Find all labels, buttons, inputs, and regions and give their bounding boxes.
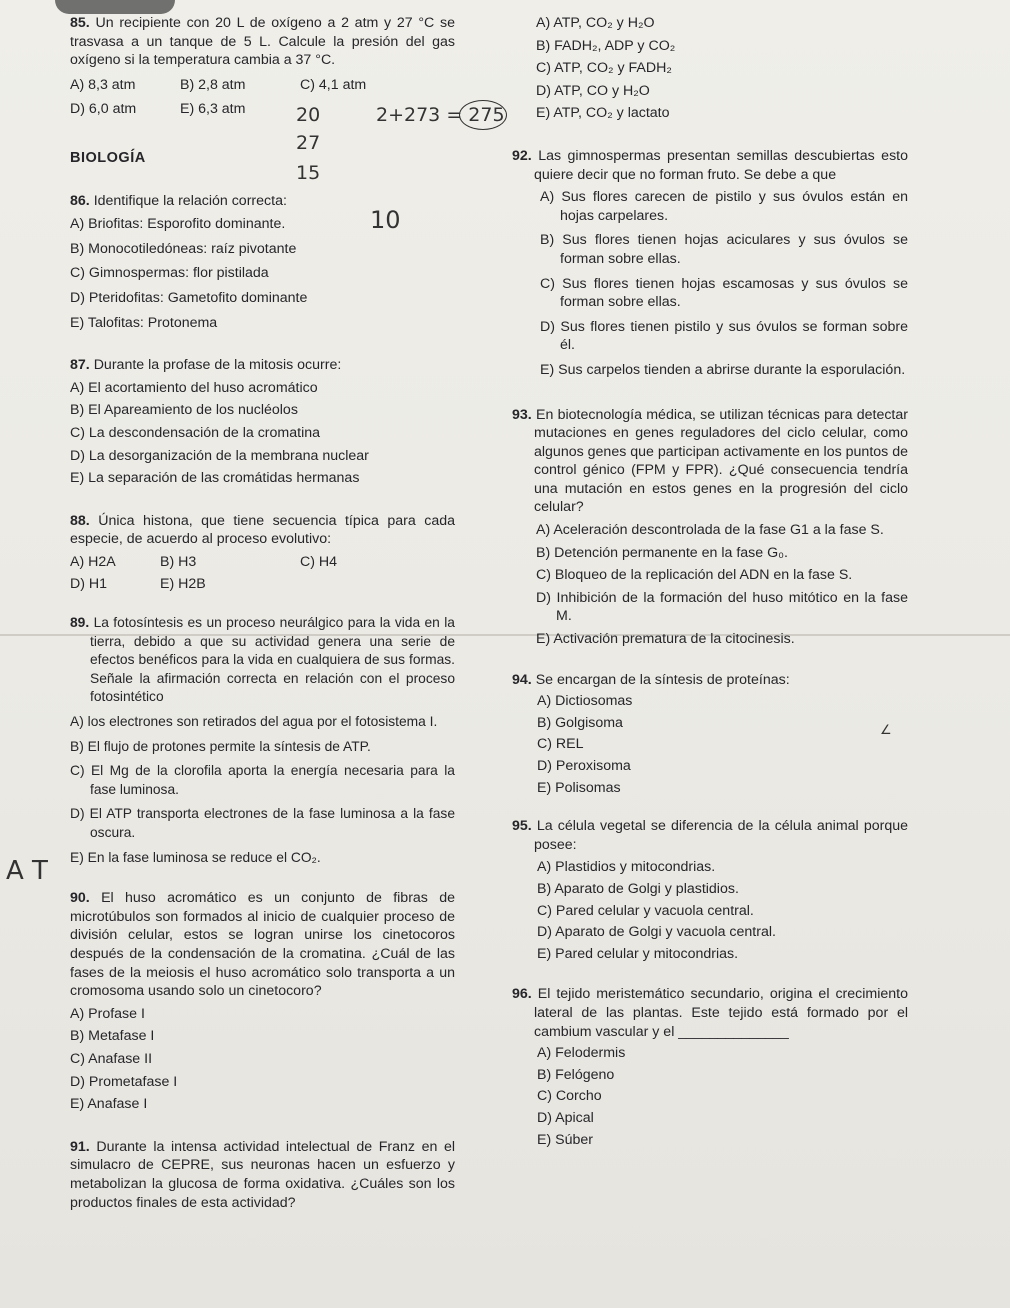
handwritten-note-at: A T: [6, 856, 48, 886]
option-b[interactable]: B) H3: [160, 553, 197, 570]
option-e[interactable]: E) Anafase I: [70, 1096, 148, 1113]
option-a[interactable]: A) los electrones son retirados del agua por el fotosistema I.: [70, 714, 438, 730]
option-e[interactable]: E) Talofitas: Protonema: [70, 314, 218, 331]
option-a[interactable]: A) Plastidios y mitocondrias.: [537, 859, 716, 876]
option-b[interactable]: B) Felógeno: [537, 1066, 615, 1083]
option-a[interactable]: A) Felodermis: [537, 1045, 626, 1062]
option-a[interactable]: A) H2A: [70, 553, 116, 570]
question-88: 88. Única histona, que tiene secuencia típica para cada especie, de acuerdo al proceso evolutivo: A) H2A B) H3 C) H4 D) H1 E) H2B: [70, 512, 455, 593]
question-87: 87. Durante la profase de la mitosis ocurre: A) El acortamiento del huso acromático B) El Apareamiento de los nucléolos C) La descondensación de la cromatina D) La desorganización de la membrana nuclear E) La separación de las cromátidas hermanas: [70, 356, 455, 488]
option-a[interactable]: A) Profase I: [70, 1005, 145, 1022]
left-column: [70, 14, 455, 1212]
option-c[interactable]: C) El Mg de la clorofila aporta la energía necesaria para la fase luminosa.: [70, 763, 455, 797]
option-b[interactable]: B) El flujo de protones permite la síntesis de ATP.: [70, 738, 371, 754]
option-d[interactable]: D) Inhibición de la formación del huso mitótico en la fase M.: [536, 589, 908, 625]
option-d[interactable]: D) 6,0 atm: [70, 101, 137, 118]
handwritten-note-10: 10: [370, 206, 401, 234]
option-e[interactable]: E) 6,3 atm: [180, 101, 246, 118]
option-d[interactable]: D) Prometafase I: [70, 1073, 178, 1090]
question-95: 95. La célula vegetal se diferencia de la célula animal porque posee: A) Plastidios y mitocondrias. B) Aparato de Golgi y plastidios. C) Pared celular y vacuola central. D) Aparato de Golgi y vacuola central. E) Pared celular y mitocondrias.: [512, 818, 908, 962]
right-column: [512, 14, 908, 1149]
option-d[interactable]: D) Aparato de Golgi y vacuola central.: [537, 924, 776, 941]
handwritten-check-mark: ∠: [880, 722, 892, 737]
question-93: 93. En biotecnología médica, se utilizan técnicas para detectar mutaciones en genes reguladores del ciclo celular, como algunos genes que participan activamente en los puntos de control génico (FPM y FPR). ¿Qué consecuencia tendría una mutación en estos genes en la progresión del ciclo celular? A) Aceleración descontrolada de la fase G1 a la fase S. B) Detención permanente en la fase G₀. C) Bloqueo de la replicación del ADN en la fase S. D) Inhibición de la formación del huso mitótico en la fase M. E) Activación prematura de la citocinesis.: [512, 406, 908, 648]
option-b[interactable]: B) 2,8 atm: [180, 76, 246, 93]
option-c[interactable]: C) Anafase II: [70, 1050, 153, 1067]
option-c[interactable]: C) Pared celular y vacuola central.: [537, 902, 754, 919]
option-c[interactable]: C) REL: [537, 736, 584, 753]
option-a[interactable]: A) 8,3 atm: [70, 76, 136, 93]
question-94: 94. Se encargan de la síntesis de proteínas: A) Dictiosomas B) Golgisoma C) REL D) Peroxisoma E) Polisomas: [512, 671, 908, 798]
option-c[interactable]: C) 4,1 atm: [300, 76, 367, 93]
option-a[interactable]: A) Aceleración descontrolada de la fase G1 a la fase S.: [536, 522, 884, 539]
option-e[interactable]: E) Sus carpelos tienden a abrirse durante la esporulación.: [540, 361, 906, 378]
handwritten-note-27: 27: [296, 132, 321, 154]
option-d[interactable]: D) El ATP transporta electrones de la fase luminosa a la fase oscura.: [70, 806, 455, 840]
option-c[interactable]: C) Bloqueo de la replicación del ADN en la fase S.: [536, 567, 853, 584]
question-90: 90. El huso acromático es un conjunto de fibras de microtúbulos son formados al inicio de cualquier proceso de división celular, estos se logran unirse los cinetocoros después de la condensación de la cromatina. ¿Cuál de las fases de la meiosis el huso acromático solo transporta a un cromosoma usando solo un cinetocoro? A) Profase I B) Metafase I C) Anafase II D) Prometafase I E) Anafase I: [70, 890, 455, 1113]
option-a[interactable]: A) ATP, CO₂ y H₂O: [536, 15, 655, 31]
option-b[interactable]: B) FADH₂, ADP y CO₂: [536, 37, 676, 54]
option-a[interactable]: A) Dictiosomas: [537, 693, 633, 710]
option-e[interactable]: E) Súber: [537, 1131, 593, 1148]
option-a[interactable]: A) El acortamiento del huso acromático: [70, 379, 318, 396]
option-e[interactable]: E) En la fase luminosa se reduce el CO₂.: [70, 849, 321, 865]
question-text: Un recipiente con 20 L de oxígeno a 2 atm y 27 °C se trasvasa a un tanque de 5 L. Calcule la presión del gas oxígeno si la temperatura cambia a 37 °C.: [70, 15, 455, 69]
option-b[interactable]: B) Metafase I: [70, 1028, 155, 1045]
option-d[interactable]: D) La desorganización de la membrana nuclear: [70, 447, 369, 464]
option-c[interactable]: C) H4: [300, 553, 338, 570]
option-b[interactable]: B) Monocotiledóneas: raíz pivotante: [70, 240, 297, 257]
section-heading: BIOLOGÍA: [70, 149, 146, 166]
question-89: 89. La fotosíntesis es un proceso neurálgico para la vida en la tierra, debido a que su actividad genera una serie de efectos benéficos para la vida en cualquiera de sus formas. Señale la afirmación correcta en relación con el proceso fotosintético A) los electrones son retirados del agua por el fotosistema I. B) El flujo de protones permite la síntesis de ATP. C) El Mg de la clorofila aporta la energía necesaria para la fase luminosa. D) El ATP transporta electrones de la fase luminosa a la fase oscura. E) En la fase luminosa se reduce el CO₂.: [70, 614, 455, 867]
question-96: 96. El tejido meristemático secundario, origina el crecimiento lateral de las plantas. Este tejido está formado por el cambium vascular y el ______________ A) Felodermis B) Felógeno C) Corcho D) Apical E) Súber: [512, 986, 909, 1148]
option-b[interactable]: B) Sus flores tienen hojas aciculares y sus óvulos se forman sobre ellas.: [540, 232, 908, 267]
option-a[interactable]: A) Briofitas: Esporofito dominante.: [70, 216, 286, 233]
option-d[interactable]: D) Peroxisoma: [537, 758, 631, 774]
option-e[interactable]: E) La separación de las cromátidas hermanas: [70, 470, 360, 487]
option-b[interactable]: B) Golgisoma: [537, 714, 623, 731]
option-e[interactable]: E) H2B: [160, 576, 206, 593]
option-c[interactable]: C) Corcho: [537, 1088, 602, 1105]
question-91: 91. Durante la intensa actividad intelectual de Franz en el simulacro de CEPRE, sus neuronas hacen un esfuerzo y metabolizan la glucosa de forma oxidativa. ¿Cuáles son los productos finales de esta actividad?: [70, 1138, 455, 1211]
option-e[interactable]: E) Activación prematura de la citocinesis.: [536, 631, 795, 648]
option-b[interactable]: B) Aparato de Golgi y plastidios.: [537, 880, 739, 897]
option-c[interactable]: C) Gimnospermas: flor pistilada: [70, 265, 269, 282]
option-d[interactable]: D) Pteridofitas: Gametofito dominante: [70, 289, 308, 306]
option-c[interactable]: C) Sus flores tienen hojas escamosas y sus óvulos se forman sobre ellas.: [540, 275, 908, 311]
option-a[interactable]: A) Sus flores carecen de pistilo y sus óvulos están en hojas carpelares.: [540, 189, 908, 224]
option-c[interactable]: C) ATP, CO₂ y FADH₂: [536, 60, 672, 77]
question-number: 85.: [70, 15, 90, 31]
option-e[interactable]: E) ATP, CO₂ y lactato: [536, 105, 670, 122]
option-d[interactable]: D) Apical: [537, 1109, 594, 1126]
handwritten-note-15: 15: [296, 162, 321, 184]
handwritten-note-20: 20: [296, 104, 321, 126]
option-c[interactable]: C) La descondensación de la cromatina: [70, 424, 321, 441]
header-stamp-image: [55, 0, 175, 14]
option-d[interactable]: D) ATP, CO y H₂O: [536, 82, 650, 99]
option-e[interactable]: E) Pared celular y mitocondrias.: [537, 945, 739, 962]
handwritten-note-sum: 2+273 = 275: [376, 104, 505, 126]
handwritten-circle: [459, 100, 507, 130]
option-d[interactable]: D) Sus flores tienen pistilo y sus óvulos se forman sobre él.: [540, 318, 908, 354]
option-d[interactable]: D) H1: [70, 576, 108, 593]
question-91-options: [512, 14, 908, 123]
question-92: 92. Las gimnospermas presentan semillas descubiertas esto quiere decir que no forman fruto. Se debe a que A) Sus flores carecen de pistilo y sus óvulos están en hojas carpelares. B) Sus flores tienen hojas aciculares y sus óvulos se forman sobre ellas. C) Sus flores tienen hojas escamosas y sus óvulos se forman sobre ellas. D) Sus flores tienen pistilo y sus óvulos se forman sobre él. E) Sus carpelos tienden a abrirse durante la esporulación.: [512, 147, 908, 378]
option-b[interactable]: B) Detención permanente en la fase G₀.: [536, 544, 788, 561]
option-b[interactable]: B) El Apareamiento de los nucléolos: [70, 402, 298, 419]
option-e[interactable]: E) Polisomas: [537, 779, 621, 796]
question-86: 86. Identifique la relación correcta: A) Briofitas: Esporofito dominante. B) Monocotiledóneas: raíz pivotante C) Gimnospermas: flor pistilada D) Pteridofitas: Gametofito dominante E) Talofitas: Protonema: [70, 192, 455, 333]
